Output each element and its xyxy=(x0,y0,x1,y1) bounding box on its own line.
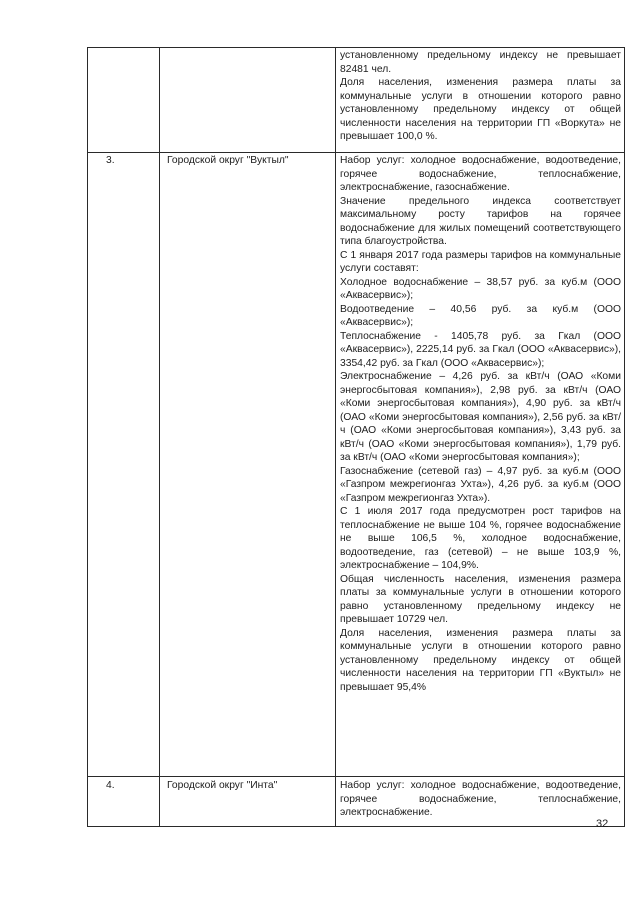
paragraph: Электроснабжение – 4,26 руб. за кВт/ч (ОАО «Коми энергосбытовая компания»), 2,98 руб. за кВт/ч (ОАО «Коми энергосбытовая компания»), 4,90 руб. за кВт/ч (ОАО «Коми энергосбытовая компания»), 2,56 руб. за кВт/ч (ОАО «Коми энергосбытовая компания»), 3,43 руб. за кВт/ч (ОАО «Коми энергосбытовая компания»), 1,79 руб. за кВт/ч (ОАО «Коми энергосбытовая компания»); xyxy=(340,371,621,463)
paragraph: Общая численность населения, изменения размера платы за коммунальные услуги в отношении которого равно установленному предельному индексу не превышает 10729 чел. xyxy=(340,573,621,625)
description-cell xyxy=(336,777,625,827)
paragraph: Холодное водоснабжение – 38,57 руб. за куб.м (ООО «Аквасервис»); xyxy=(340,276,621,301)
table-row xyxy=(88,48,625,153)
paragraph: установленному предельному индексу не превышает 82481 чел. xyxy=(340,50,621,75)
row-number-cell xyxy=(88,48,160,153)
paragraph: Водоотведение – 40,56 руб. за куб.м (ООО «Аквасервис»); xyxy=(340,303,621,328)
table-row xyxy=(88,153,625,777)
paragraph: Доля населения, изменения размера платы за коммунальные услуги в отношении которого равно установленному предельному индексу от общей численности населения на территории ГП «Воркута» не превышает 100,0 %. xyxy=(340,77,621,142)
paragraph: С 1 января 2017 года размеры тарифов на коммунальные услуги составят: xyxy=(340,249,621,274)
paragraph: Набор услуг: холодное водоснабжение, водоотведение, горячее водоснабжение, теплоснабжение, электроснабжение. xyxy=(340,780,621,818)
row-number-cell: 4. xyxy=(88,777,160,827)
page-number: 32 xyxy=(596,818,609,830)
paragraph: Набор услуг: холодное водоснабжение, водоотведение, горячее водоснабжение, теплоснабжение, электроснабжение, газоснабжение. xyxy=(340,155,621,193)
table-row xyxy=(88,777,625,827)
municipality-name-cell: Городской округ "Инта" xyxy=(160,777,336,827)
paragraph: Значение предельного индекса соответствует максимальному росту тарифов на горячее водоснабжение для жилых помещений соответствующего типа благоустройства. xyxy=(340,195,621,247)
paragraph: Доля населения, изменения размера платы за коммунальные услуги в отношении которого равно установленному предельному индексу от общей численности населения на территории ГП «Вуктыл» не превышает 95,4% xyxy=(340,627,621,693)
paragraph: Газоснабжение (сетевой газ) – 4,97 руб. за куб.м (ООО «Газпром межрегионгаз Ухта»), 4,26 руб. за куб.м (ООО «Газпром межрегионгаз Ухта»). xyxy=(340,465,621,504)
municipality-name-cell: Городской округ "Вуктыл" xyxy=(160,153,336,777)
municipality-name-cell xyxy=(160,48,336,153)
tariff-table xyxy=(87,47,625,827)
description-cell xyxy=(336,48,625,153)
paragraph: С 1 июля 2017 года предусмотрен рост тарифов на теплоснабжение не выше 104 %, горячее водоснабжение не выше 106,5 %, холодное водоснабжение, водоотведение, газ (сетевой) – не выше 103,9 %, электроснабжение – 104,9%. xyxy=(340,506,621,571)
description-cell xyxy=(336,153,625,777)
row-number-cell: 3. xyxy=(88,153,160,777)
paragraph: Теплоснабжение - 1405,78 руб. за Гкал (ООО «Аквасервис»), 2225,14 руб. за Гкал (ООО «Аквасервис»), 3354,42 руб. за Гкал (ООО «Аквасервис»); xyxy=(340,330,621,369)
